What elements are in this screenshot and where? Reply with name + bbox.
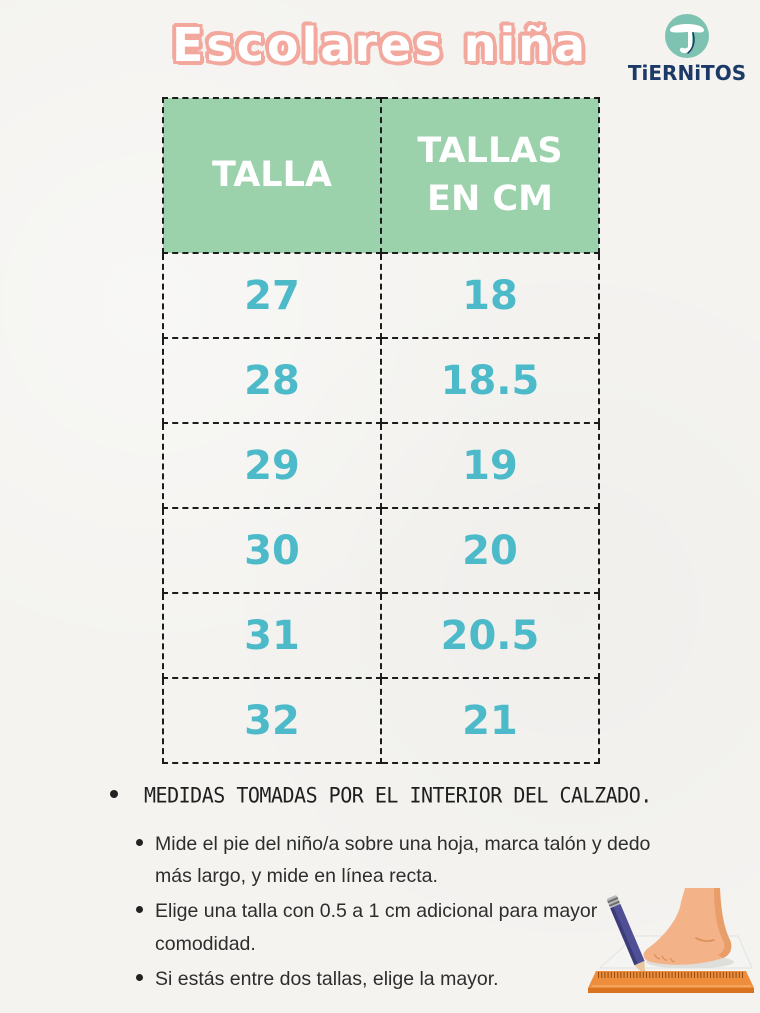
table-row [163, 678, 599, 763]
table-row [163, 508, 599, 593]
ruler [588, 971, 754, 993]
table-row [163, 423, 599, 508]
bullet-icon [136, 974, 143, 981]
cm-value: 18 [381, 253, 599, 338]
table-header-row [163, 98, 599, 253]
cm-value: 20.5 [381, 593, 599, 678]
note-primary-text: MEDIDAS TOMADAS POR EL INTERIOR DEL CALZADO. [144, 782, 652, 808]
cm-value: 19 [381, 423, 599, 508]
note-primary [100, 782, 680, 806]
note-line: Elige una talla con 0.5 a 1 cm adicional para mayor [155, 900, 598, 923]
cm-value: 20 [381, 508, 599, 593]
bullet-icon [110, 790, 118, 798]
talla-value: 29 [163, 423, 381, 508]
t-monogram-icon [663, 12, 711, 60]
column-header-cm: TALLAS EN CM [381, 98, 599, 253]
table-row [163, 593, 599, 678]
note-line: Mide el pie del niño/a sobre una hoja, marca talón y dedo [155, 833, 651, 855]
cm-value: 21 [381, 678, 599, 763]
note-line: más largo, y mide en línea recta. [155, 865, 438, 888]
bullet-icon [136, 839, 143, 846]
talla-value: 30 [163, 508, 381, 593]
talla-value: 32 [163, 678, 381, 763]
talla-value: 31 [163, 593, 381, 678]
page-title: Escolares niña [171, 18, 589, 72]
table-row [163, 338, 599, 423]
talla-value: 27 [163, 253, 381, 338]
size-table [162, 97, 600, 764]
cm-value: 18.5 [381, 338, 599, 423]
bullet-icon [136, 906, 143, 913]
note-line: comodidad. [155, 932, 256, 955]
note-line: Si estás entre dos tallas, elige la mayor. [155, 967, 499, 990]
talla-value: 28 [163, 338, 381, 423]
brand-logo [626, 12, 748, 85]
foot-measure-illustration [588, 876, 760, 1002]
brand-name: TiERNiTOS [627, 61, 747, 85]
table-row [163, 253, 599, 338]
column-header-talla: TALLA [163, 98, 381, 253]
